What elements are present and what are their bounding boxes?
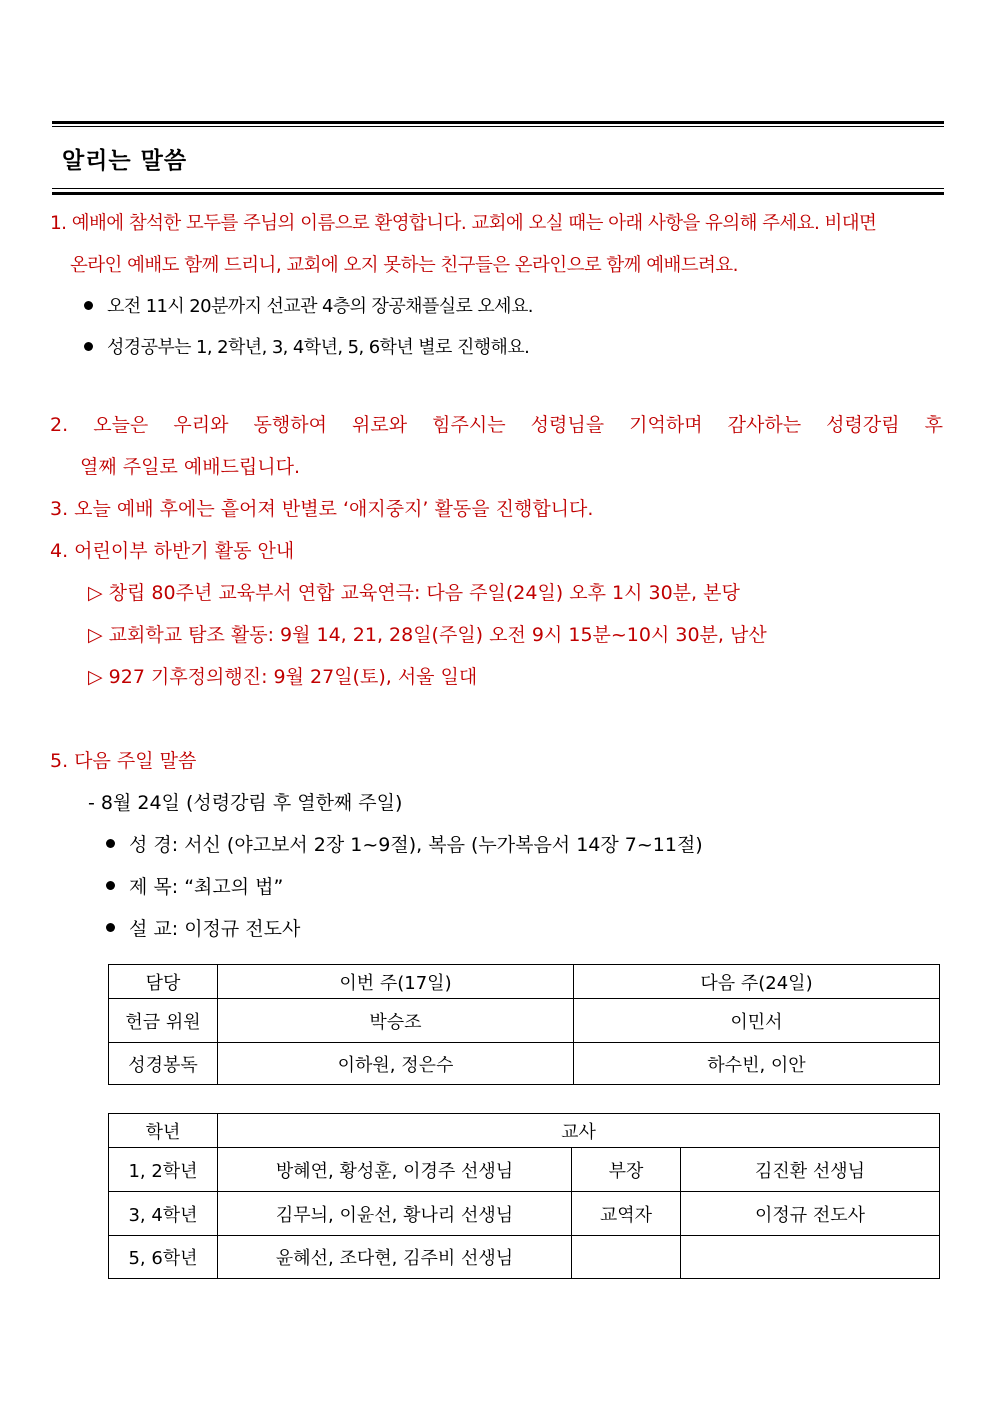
item5-bullet-text: 설 교: 이정규 전도사 — [129, 918, 301, 940]
table-header-cell: 이번 주(17일) — [218, 965, 574, 999]
item2-line1: 2. 오늘은 우리와 동행하여 위로와 힘주시는 성령님을 기억하며 감사하는 성령강림 후 — [50, 414, 943, 436]
table-cell: 1, 2학년 — [109, 1148, 218, 1192]
section-title: 알리는 말씀 — [62, 148, 188, 174]
item1-bullet — [84, 294, 533, 320]
bullet-icon — [106, 881, 115, 890]
bottom-rule — [52, 192, 944, 195]
item1-bullet — [84, 335, 529, 361]
table-row — [109, 999, 940, 1043]
event-text: 창립 80주년 교육부서 연합 교육연극: 다음 주일(24일) 오후 1시 30분, 본당 — [108, 582, 740, 604]
item4-event — [88, 664, 477, 690]
table-header-cell: 학년 — [109, 1114, 218, 1148]
teacher-table — [108, 1113, 940, 1279]
table-row — [109, 1148, 940, 1192]
table-row — [109, 1192, 940, 1236]
table-cell: 방혜연, 황성훈, 이경주 선생님 — [218, 1148, 572, 1192]
table-cell: 3, 4학년 — [109, 1192, 218, 1236]
triangle-marker-icon: ▷ — [88, 582, 103, 604]
item3: 3. 오늘 예배 후에는 흩어져 반별로 ‘애지중지’ 활동을 진행합니다. — [50, 498, 594, 520]
item5-bullet — [106, 874, 283, 900]
table-cell: 이하원, 정은수 — [218, 1043, 574, 1085]
table-row — [109, 1236, 940, 1279]
table-header-row — [109, 1114, 940, 1148]
table-cell: 5, 6학년 — [109, 1236, 218, 1279]
item5-bullet — [106, 916, 300, 942]
table-cell: 김진환 선생님 — [681, 1148, 940, 1192]
table-cell — [681, 1236, 940, 1279]
bullet-icon — [84, 342, 93, 351]
item1-bullet-text: 오전 11시 20분까지 선교관 4층의 장공채플실로 오세요. — [107, 296, 533, 317]
event-text: 교회학교 탐조 활동: 9월 14, 21, 28일(주일) 오전 9시 15분~10시 30분, 남산 — [108, 624, 767, 646]
bottom-rule-thin — [52, 188, 944, 189]
table-cell: 교역자 — [572, 1192, 681, 1236]
table-cell — [572, 1236, 681, 1279]
table-cell: 박승조 — [218, 999, 574, 1043]
item4-event — [88, 622, 767, 648]
table-cell: 윤혜선, 조다현, 김주비 선생님 — [218, 1236, 572, 1279]
table-cell: 헌금 위원 — [109, 999, 218, 1043]
table-header-cell: 담당 — [109, 965, 218, 999]
item5-bullet-text: 제 목: “최고의 법” — [129, 876, 284, 898]
table-cell: 이민서 — [574, 999, 940, 1043]
item5-date: - 8월 24일 (성령강림 후 열한째 주일) — [88, 792, 403, 814]
top-rule-thin — [52, 126, 944, 127]
item1-line1: 1. 예배에 참석한 모두를 주님의 이름으로 환영합니다. 교회에 오실 때는 아래 사항을 유의해 주세요. 비대면 — [50, 213, 877, 234]
table-cell: 하수빈, 이안 — [574, 1043, 940, 1085]
duty-table — [108, 964, 940, 1085]
item1-bullet-text: 성경공부는 1, 2학년, 3, 4학년, 5, 6학년 별로 진행해요. — [107, 337, 530, 358]
table-header-row — [109, 965, 940, 999]
table-cell: 김무늬, 이윤선, 황나리 선생님 — [218, 1192, 572, 1236]
item4-title: 4. 어린이부 하반기 활동 안내 — [50, 540, 295, 562]
item5-title: 5. 다음 주일 말씀 — [50, 750, 197, 772]
item2-line2: 열째 주일로 예배드립니다. — [80, 456, 301, 478]
table-header-cell: 다음 주(24일) — [574, 965, 940, 999]
item5-bullet — [106, 832, 703, 858]
item4-event — [88, 580, 740, 606]
table-cell: 부장 — [572, 1148, 681, 1192]
top-rule — [52, 121, 944, 124]
table-cell: 이정규 전도사 — [681, 1192, 940, 1236]
table-cell: 성경봉독 — [109, 1043, 218, 1085]
item5-bullet-text: 성 경: 서신 (야고보서 2장 1~9절), 복음 (누가복음서 14장 7~11절) — [129, 834, 703, 856]
bullet-icon — [84, 301, 93, 310]
bullet-icon — [106, 839, 115, 848]
event-text: 927 기후정의행진: 9월 27일(토), 서울 일대 — [108, 666, 478, 688]
triangle-marker-icon: ▷ — [88, 666, 103, 688]
bullet-icon — [106, 923, 115, 932]
triangle-marker-icon: ▷ — [88, 624, 103, 646]
table-header-cell: 교사 — [218, 1114, 940, 1148]
table-row — [109, 1043, 940, 1085]
item1-line2: 온라인 예배도 함께 드리니, 교회에 오지 못하는 친구들은 온라인으로 함께 예배드려요. — [70, 255, 738, 276]
